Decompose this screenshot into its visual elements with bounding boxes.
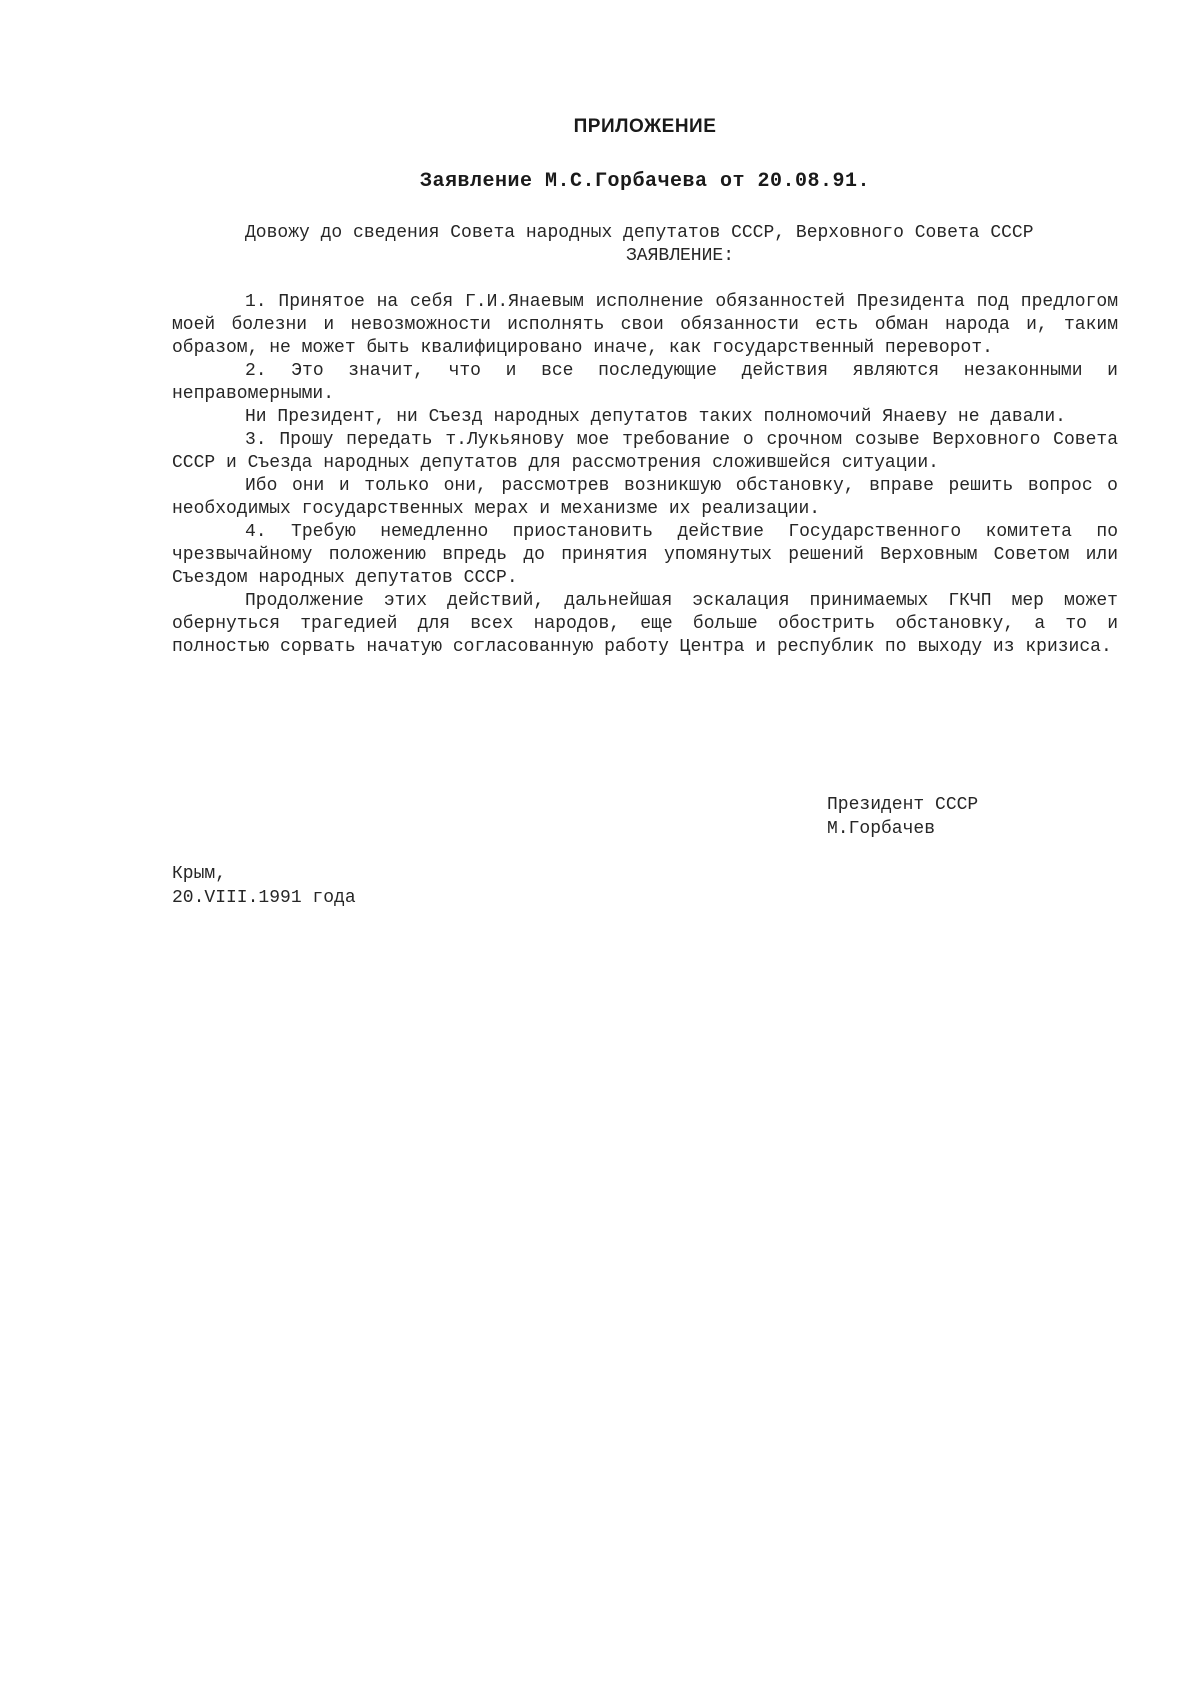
signature-name: М.Горбачев	[827, 819, 936, 839]
place: Крым,	[172, 864, 227, 884]
paragraph-1: 1. Принятое на себя Г.И.Янаевым исполнение обязанностей Президента под предлогом моей болезни и невозможности исполнять свои обязанности есть обман народа и, таким образом, не может быть квалифицировано иначе, как государственный переворот.	[172, 292, 1118, 358]
signature-title: Президент СССР	[827, 795, 979, 815]
paragraph-2-note: Ни Президент, ни Съезд народных депутатов таких полномочий Янаеву не давали.	[245, 407, 1066, 427]
paragraph-4-note: Продолжение этих действий, дальнейшая эскалация принимаемых ГКЧП мер может обернуться трагедией для всех народов, еще больше обострить обстановку, а то и полностью сорвать начатую согласованную работу Центра и республик по выходу из кризиса.	[172, 591, 1118, 657]
signature-block	[827, 793, 978, 841]
document-body	[172, 222, 1118, 659]
paragraph-3-note: Ибо они и только они, рассмотрев возникшую обстановку, вправе решить вопрос о необходимых государственных мерах и механизме их реализации.	[172, 476, 1118, 519]
paragraph-3: 3. Прошу передать т.Лукьянову мое требование о срочном созыве Верховного Совета СССР и Съезда народных депутатов для рассмотрения сложившейся ситуации.	[172, 430, 1118, 473]
paragraph-4: 4. Требую немедленно приостановить действие Государственного комитета по чрезвычайному положению впредь до принятия упомянутых решений Верховным Советом или Съездом народных депутатов СССР.	[172, 522, 1118, 588]
place-date-block	[172, 862, 356, 910]
paragraph-2: 2. Это значит, что и все последующие действия являются незаконными и неправомерными.	[172, 361, 1118, 404]
date: 20.VIII.1991 года	[172, 888, 356, 908]
statement-label: ЗАЯВЛЕНИЕ:	[625, 246, 735, 266]
intro-paragraph: Довожу до сведения Совета народных депутатов СССР, Верховного Совета СССР	[245, 223, 1034, 243]
document-heading: Заявление М.С.Горбачева от 20.08.91.	[419, 170, 871, 193]
appendix-title: ПРИЛОЖЕНИЕ	[573, 116, 717, 137]
